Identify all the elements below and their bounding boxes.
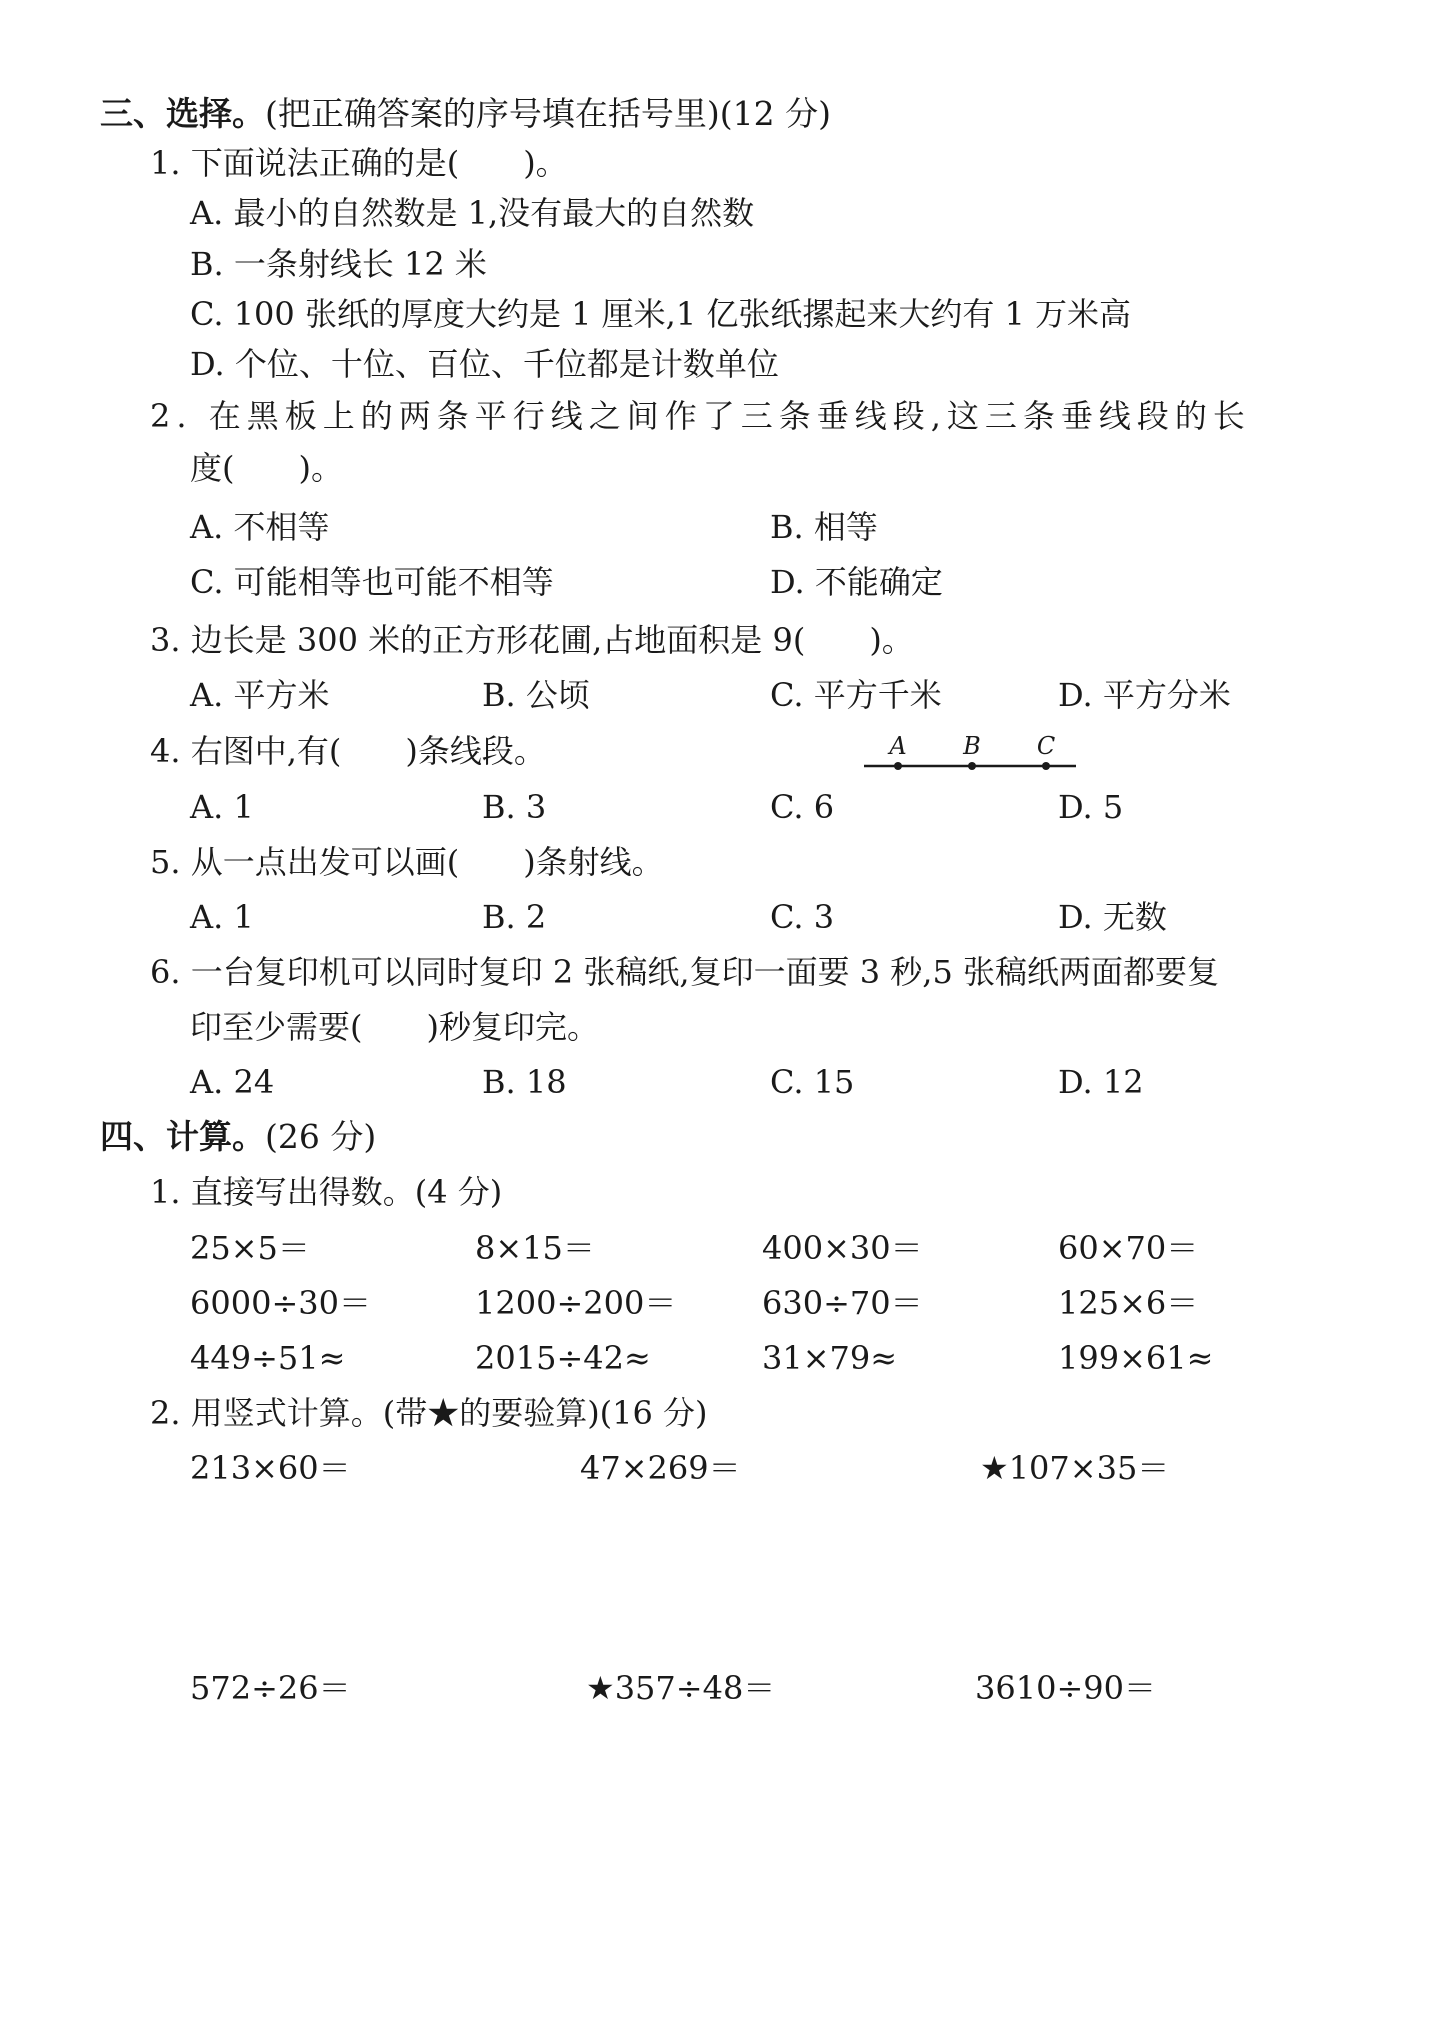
vertical-calc-1: 213×60＝ xyxy=(190,1449,351,1487)
vertical-calc-3: ★107×35＝ xyxy=(980,1449,1170,1487)
section-4-note: (26 分) xyxy=(265,1117,377,1156)
calc-r3-c1: 449÷51≈ xyxy=(190,1339,346,1377)
section-4-title: 四、计算。 xyxy=(100,1117,265,1156)
q1-option-c: C. 100 张纸的厚度大约是 1 厘米,1 亿张纸摞起来大约有 1 万米高 xyxy=(190,295,1132,333)
q6-option-c: C. 15 xyxy=(770,1063,855,1101)
section-3-heading xyxy=(100,94,831,134)
q2-option-b: B. 相等 xyxy=(770,508,878,546)
q4-label-c: C xyxy=(1036,732,1056,760)
q2-stem-line1: 2. 在黑板上的两条平行线之间作了三条垂线段,这三条垂线段的长 xyxy=(150,397,1251,435)
q6-stem-line2: 印至少需要( )秒复印完。 xyxy=(190,1008,599,1046)
q5-stem: 5. 从一点出发可以画( )条射线。 xyxy=(150,843,664,881)
calc-r3-c3: 31×79≈ xyxy=(762,1339,898,1377)
vertical-calc-2: 47×269＝ xyxy=(580,1449,741,1487)
q1-option-a: A. 最小的自然数是 1,没有最大的自然数 xyxy=(190,194,755,232)
calc-r1-c1: 25×5＝ xyxy=(190,1229,310,1267)
q2-option-d: D. 不能确定 xyxy=(770,563,943,601)
q5-option-b: B. 2 xyxy=(482,898,547,936)
q6-option-b: B. 18 xyxy=(482,1063,567,1101)
section-3-note: (把正确答案的序号填在括号里)(12 分) xyxy=(265,94,831,133)
q4-stem: 4. 右图中,有( )条线段。 xyxy=(150,732,546,770)
q3-option-a: A. 平方米 xyxy=(190,676,330,714)
q3-option-d: D. 平方分米 xyxy=(1058,676,1231,714)
calc-r1-c2: 8×15＝ xyxy=(475,1229,595,1267)
q1-option-b: B. 一条射线长 12 米 xyxy=(190,245,487,283)
q4-option-a: A. 1 xyxy=(190,788,254,826)
calc-r2-c3: 630÷70＝ xyxy=(762,1284,923,1322)
vertical-calc-6: 3610÷90＝ xyxy=(975,1669,1156,1707)
q4-option-c: C. 6 xyxy=(770,788,835,826)
q1-option-d: D. 个位、十位、百位、千位都是计数单位 xyxy=(190,345,779,383)
q3-stem: 3. 边长是 300 米的正方形花圃,占地面积是 9( )。 xyxy=(150,621,914,659)
calc-r3-c2: 2015÷42≈ xyxy=(475,1339,651,1377)
q4-point-b xyxy=(968,762,976,770)
calc-r3-c4: 199×61≈ xyxy=(1058,1339,1214,1377)
vertical-calc-5: ★357÷48＝ xyxy=(586,1669,776,1707)
q6-option-d: D. 12 xyxy=(1058,1063,1144,1101)
q2-option-a: A. 不相等 xyxy=(190,508,330,546)
vertical-calc-4: 572÷26＝ xyxy=(190,1669,351,1707)
part2-title: 2. 用竖式计算。(带★的要验算)(16 分) xyxy=(150,1394,708,1432)
q6-option-a: A. 24 xyxy=(190,1063,275,1101)
calc-r2-c1: 6000÷30＝ xyxy=(190,1284,371,1322)
q1-stem: 1. 下面说法正确的是( )。 xyxy=(150,144,568,182)
calc-r1-c4: 60×70＝ xyxy=(1058,1229,1199,1267)
section-4-heading xyxy=(100,1117,376,1157)
q2-option-c: C. 可能相等也可能不相等 xyxy=(190,563,554,601)
q4-label-b: B xyxy=(963,732,981,760)
section-3-title: 三、选择。 xyxy=(100,94,265,133)
calc-r2-c2: 1200÷200＝ xyxy=(475,1284,677,1322)
q4-point-a xyxy=(894,762,902,770)
q4-option-b: B. 3 xyxy=(482,788,547,826)
q4-line-figure xyxy=(860,730,1080,780)
part1-title: 1. 直接写出得数。(4 分) xyxy=(150,1173,503,1211)
calc-r1-c3: 400×30＝ xyxy=(762,1229,923,1267)
q5-option-c: C. 3 xyxy=(770,898,835,936)
q3-option-b: B. 公顷 xyxy=(482,676,590,714)
q3-option-c: C. 平方千米 xyxy=(770,676,942,714)
q5-option-a: A. 1 xyxy=(190,898,254,936)
calc-r2-c4: 125×6＝ xyxy=(1058,1284,1199,1322)
q5-option-d: D. 无数 xyxy=(1058,898,1167,936)
q6-stem-line1: 6. 一台复印机可以同时复印 2 张稿纸,复印一面要 3 秒,5 张稿纸两面都要复 xyxy=(150,953,1219,991)
q4-point-c xyxy=(1042,762,1050,770)
q4-option-d: D. 5 xyxy=(1058,788,1124,826)
q2-stem-line2: 度( )。 xyxy=(190,449,343,487)
q4-label-a: A xyxy=(889,732,907,760)
